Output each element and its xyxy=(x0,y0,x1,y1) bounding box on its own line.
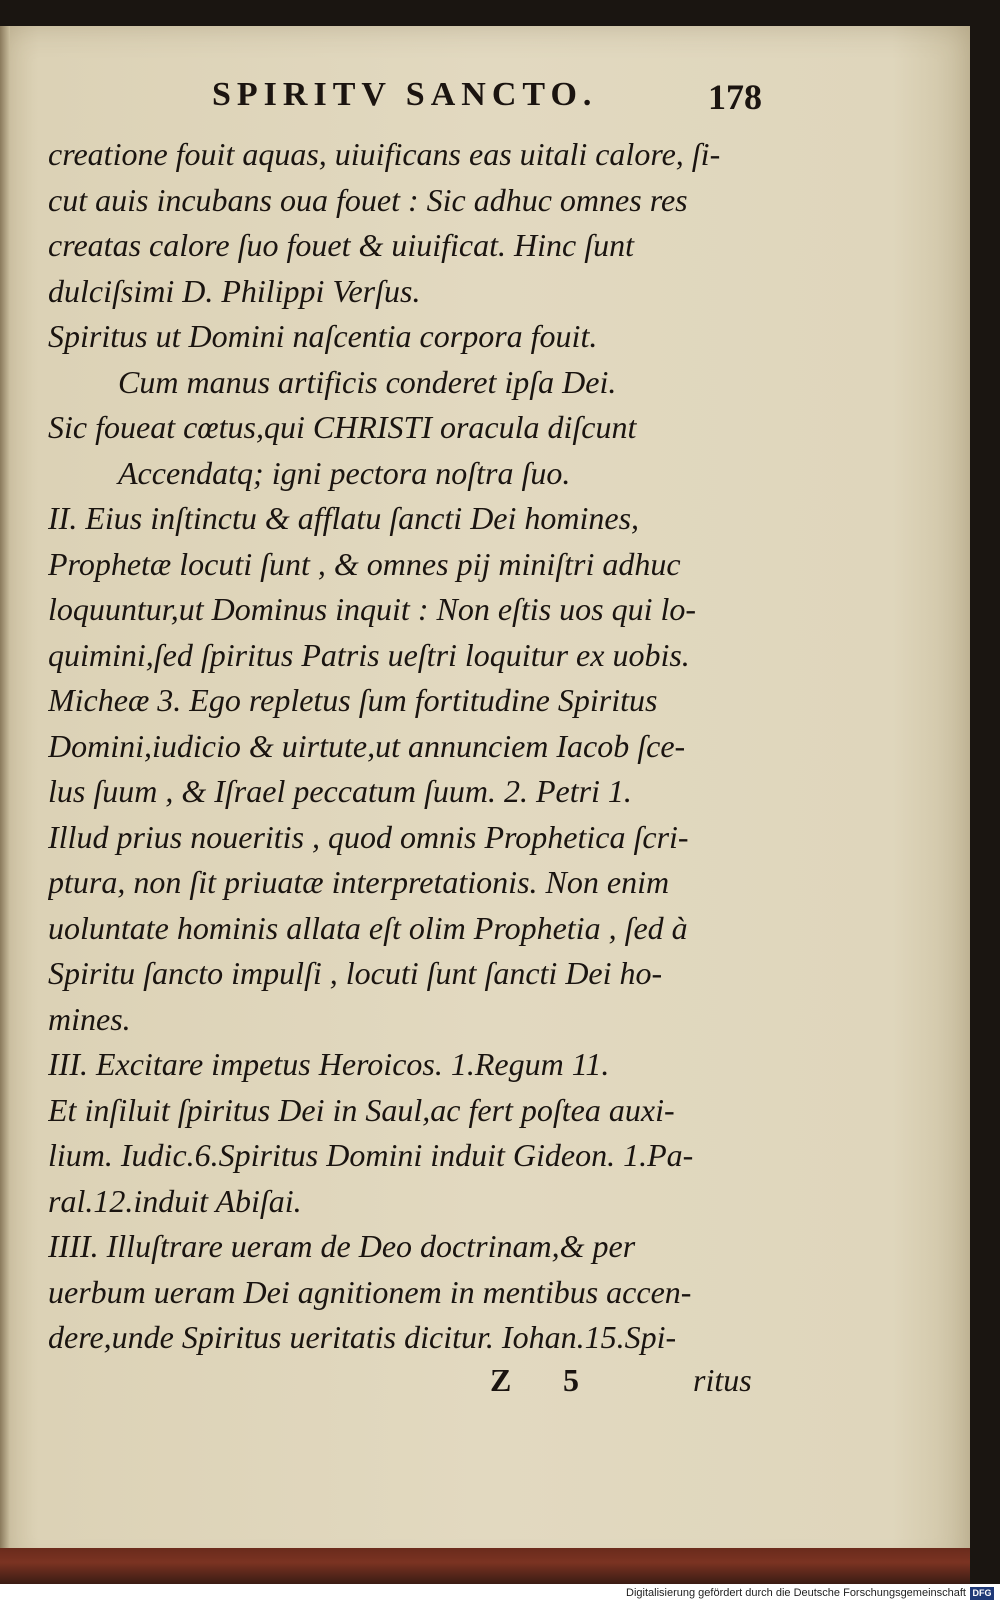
text-line: dulciſsimi D. Philippi Verſus. xyxy=(48,272,421,309)
text-line: Sic foueat cœtus,qui CHRISTI oracula diſcunt xyxy=(48,409,637,445)
signature-mark: Z xyxy=(490,1362,512,1398)
text-line: creatione fouit aquas, uiuificans eas uitali calore, ſi- xyxy=(48,136,721,172)
page-gutter-edge xyxy=(0,26,10,1571)
text-line: Cum manus artificis conderet ipſa Dei. xyxy=(118,363,617,400)
text-line: ral.12.induit Abiſai. xyxy=(48,1182,302,1219)
text-line: quimini,ſed ſpiritus Patris ueſtri loquitur ex uobis. xyxy=(48,636,690,673)
text-line: Micheæ 3. Ego repletus ſum fortitudine Spiritus xyxy=(48,682,658,718)
catchword: ritus xyxy=(693,1362,752,1398)
text-line: dere,unde Spiritus ueritatis dicitur. Iohan.15.Spi- xyxy=(48,1319,677,1355)
text-line: loquuntur,ut Dominus inquit : Non eſtis uos qui lo- xyxy=(48,591,697,627)
text-line: lium. Iudic.6.Spiritus Domini induit Gideon. 1.Pa- xyxy=(48,1137,694,1173)
page-number: 178 xyxy=(708,77,762,117)
footer-bar xyxy=(0,1584,1000,1604)
text-line: Illud prius noueritis , quod omnis Prophetica ſcri- xyxy=(48,818,689,855)
text-line: II. Eius inſtinctu & afflatu ſancti Dei homines, xyxy=(48,500,640,536)
text-line: III. Excitare impetus Heroicos. 1.Regum 11. xyxy=(48,1046,610,1082)
text-line: cut auis incubans oua fouet : Sic adhuc omnes res xyxy=(48,181,688,218)
body-text xyxy=(48,132,778,1361)
text-line: Domini,iudicio & uirtute,ut annunciem Iacob ſce- xyxy=(48,727,686,764)
funding-credit: Digitalisierung gefördert durch die Deutsche Forschungsgemeinschaft xyxy=(626,1587,966,1599)
text-line: Spiritu ſancto impulſi , locuti ſunt ſancti Dei ho- xyxy=(48,955,663,991)
text-line: ptura, non ſit priuatæ interpretationis. Non enim xyxy=(48,864,670,900)
text-line: uoluntate hominis allata eſt olim Prophetia , ſed à xyxy=(48,909,688,946)
page-header xyxy=(0,76,970,126)
running-head: SPIRITV SANCTO. xyxy=(212,76,598,113)
dfg-logo-icon: DFG xyxy=(970,1587,994,1600)
signature-number: 5 xyxy=(563,1362,579,1398)
text-line: lus ſuum , & Iſrael peccatum ſuum. 2. Petri 1. xyxy=(48,773,632,809)
text-line: Et inſiluit ſpiritus Dei in Saul,ac fert poſtea auxi- xyxy=(48,1091,675,1128)
text-line: creatas calore ſuo fouet & uiuificat. Hinc ſunt xyxy=(48,227,634,263)
text-line: Accendatq; igni pectora noſtra ſuo. xyxy=(118,454,571,491)
text-line: mines. xyxy=(48,1000,131,1037)
text-line: Prophetæ locuti ſunt , & omnes pij miniſtri adhuc xyxy=(48,545,681,582)
signature-line xyxy=(48,1362,778,1408)
text-line: IIII. Illuſtrare ueram de Deo doctrinam,& per xyxy=(48,1228,636,1264)
text-line: uerbum ueram Dei agnitionem in mentibus accen- xyxy=(48,1273,692,1310)
text-line: Spiritus ut Domini naſcentia corpora fouit. xyxy=(48,318,598,354)
book-edge-binding xyxy=(0,1548,970,1584)
